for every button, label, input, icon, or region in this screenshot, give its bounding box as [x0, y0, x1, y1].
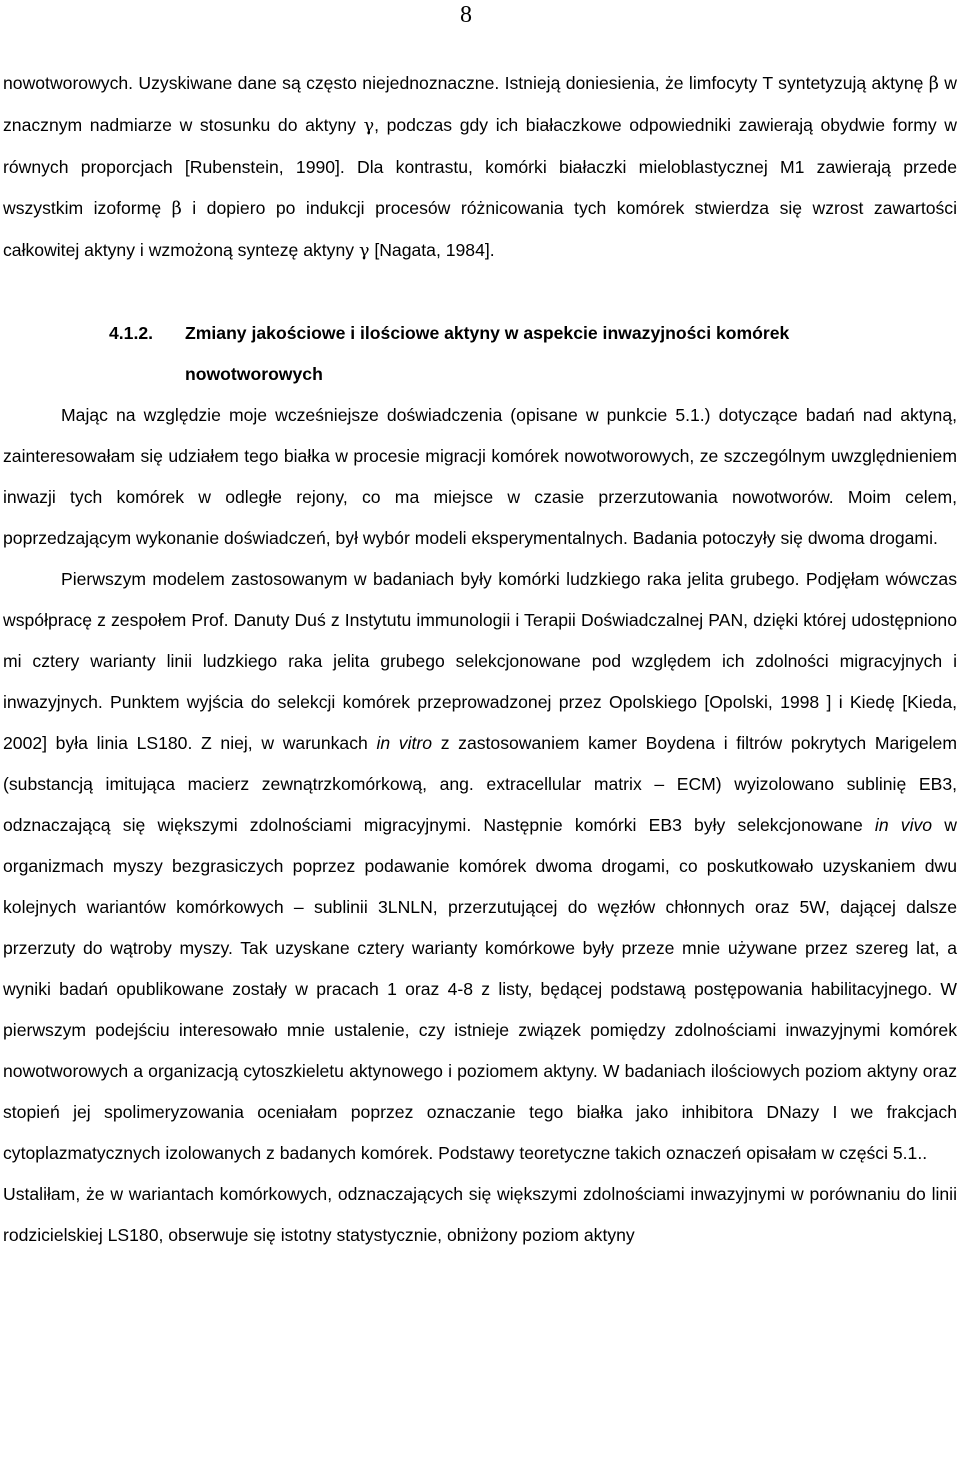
italic-term: in vivo — [874, 815, 933, 835]
paragraph-models: Mając na względzie moje wcześniejsze doświadczenia (opisane w punkcie 5.1.) dotyczące badań nad aktyną, zainteresowałam się udziałem tego białka w procesie migracji komórek nowotworowych, ze szczególnym uwzględnieniem inwazji tych komórek w odległe rejony, co ma miejsce w czasie przerzutowania nowotworów. Moim celem, poprzedzającym wykonanie doświadczeń, był wybór modeli eksperymentalnych. Badania potoczyły się dwoma drogami. — [3, 405, 957, 548]
section-title-continuation: nowotworowych — [185, 364, 323, 384]
beta-symbol: β — [171, 199, 182, 219]
document-body — [3, 63, 957, 1256]
spacer — [3, 272, 957, 313]
paragraph-intro — [3, 63, 957, 272]
paragraph-text: [Nagata, 1984]. — [369, 240, 495, 260]
paragraph-text: i dopiero po indukcji procesów różnicowania tych komórek stwierdza się wzrost zawartości całkowitej aktyny i wzmożoną syntezę aktyny — [3, 198, 957, 260]
paragraph-text: , podczas gdy ich białaczkowe odpowiedniki zawierają obydwie formy w równych proporcjach [Rubenstein, 1990]. Dla kontrastu, komórki białaczki mieloblastycznej M1 zawierają przede wszystkim izoformę — [3, 115, 957, 218]
page-number: 8 — [460, 2, 472, 28]
paragraph-text: w organizmach myszy bezgrasiczych poprzez podawanie komórek dwoma drogami, co poskutkowało uzyskaniem dwu kolejnych wariantów komórkowych – sublinii 3LNLN, przerzutującej do węzłów chłonnych oraz 5W, dającej dalsze przerzuty do wątroby myszy. Tak uzyskane cztery warianty komórkowe były przeze mnie używane przez szereg lat, a wyniki badań opublikowane zostały w pracach 1 oraz 4-8 z listy, będącej podstawą postępowania habilitacyjnego. W pierwszym podejściu interesowało mnie ustalenie, czy istnieje związek pomiędzy zdolnościami inwazyjnymi komórek nowotworowych a organizacją cytoszkieletu aktynowego i poziomem aktyny. W badaniach ilościowych poziom aktyny oraz stopień jej spolimeryzowania oceniałam poprzez oznaczanie tego białka jako inhibitora DNazy I we frakcjach cytoplazmatycznych izolowanych z badanych komórek. Podstawy teoretyczne takich oznaczeń opisałam w części 5.1.. — [3, 815, 958, 1163]
italic-term: in vitro — [376, 733, 433, 753]
section-number: 4.1.2. — [109, 323, 154, 343]
beta-symbol: β — [928, 74, 939, 94]
gamma-symbol: γ — [358, 241, 370, 261]
paragraph-text: Pierwszym modelem zastosowanym w badaniach były komórki ludzkiego raka jelita grubego. Podjęłam wówczas współpracę z zespołem Prof. Danuty Duś z Instytutu immunologii i Terapii Doświadczalnej PAN, dzięki której udostępniono mi cztery warianty linii ludzkiego raka jelita grubego selekcjonowane pod względem ich zdolności migracyjnych i inwazyjnych. Punktem wyjścia do selekcji komórek przeprowadzonej przez Opolskiego [Opolski, 1998 ] i Kiedę [Kieda, 2002] była linia LS180. Z niej, w warunkach — [3, 569, 957, 753]
paragraph-findings: Ustaliłam, że w wariantach komórkowych, odznaczających się większymi zdolnościami inwazyjnymi w porównaniu do linii rodzicielskiej LS180, obserwuje się istotny statystycznie, obniżony poziom aktyny — [3, 1184, 957, 1245]
paragraph-first-model — [3, 559, 957, 1174]
section-heading — [3, 313, 957, 354]
paragraph-text: nowotworowych. Uzyskiwane dane są często niejednoznaczne. Istnieją doniesienia, że limfocyty T syntetyzują aktynę — [3, 73, 929, 93]
paragraph-text: w znacznym nadmiarze w stosunku do aktyny — [3, 73, 958, 135]
section-title: Zmiany jakościowe i ilościowe aktyny w aspekcie inwazyjności komórek — [185, 323, 790, 343]
gamma-symbol: γ — [363, 116, 375, 136]
paragraph-text: z zastosowaniem kamer Boydena i filtrów pokrytych Marigelem (substancją imitująca macierz zewnątrzkomórkową, ang. extracellular matrix – ECM) wyizolowano sublinię EB3, odznaczającą się większymi zdolnościami migracyjnymi. Następnie komórki EB3 były selekcjonowane — [3, 733, 957, 835]
